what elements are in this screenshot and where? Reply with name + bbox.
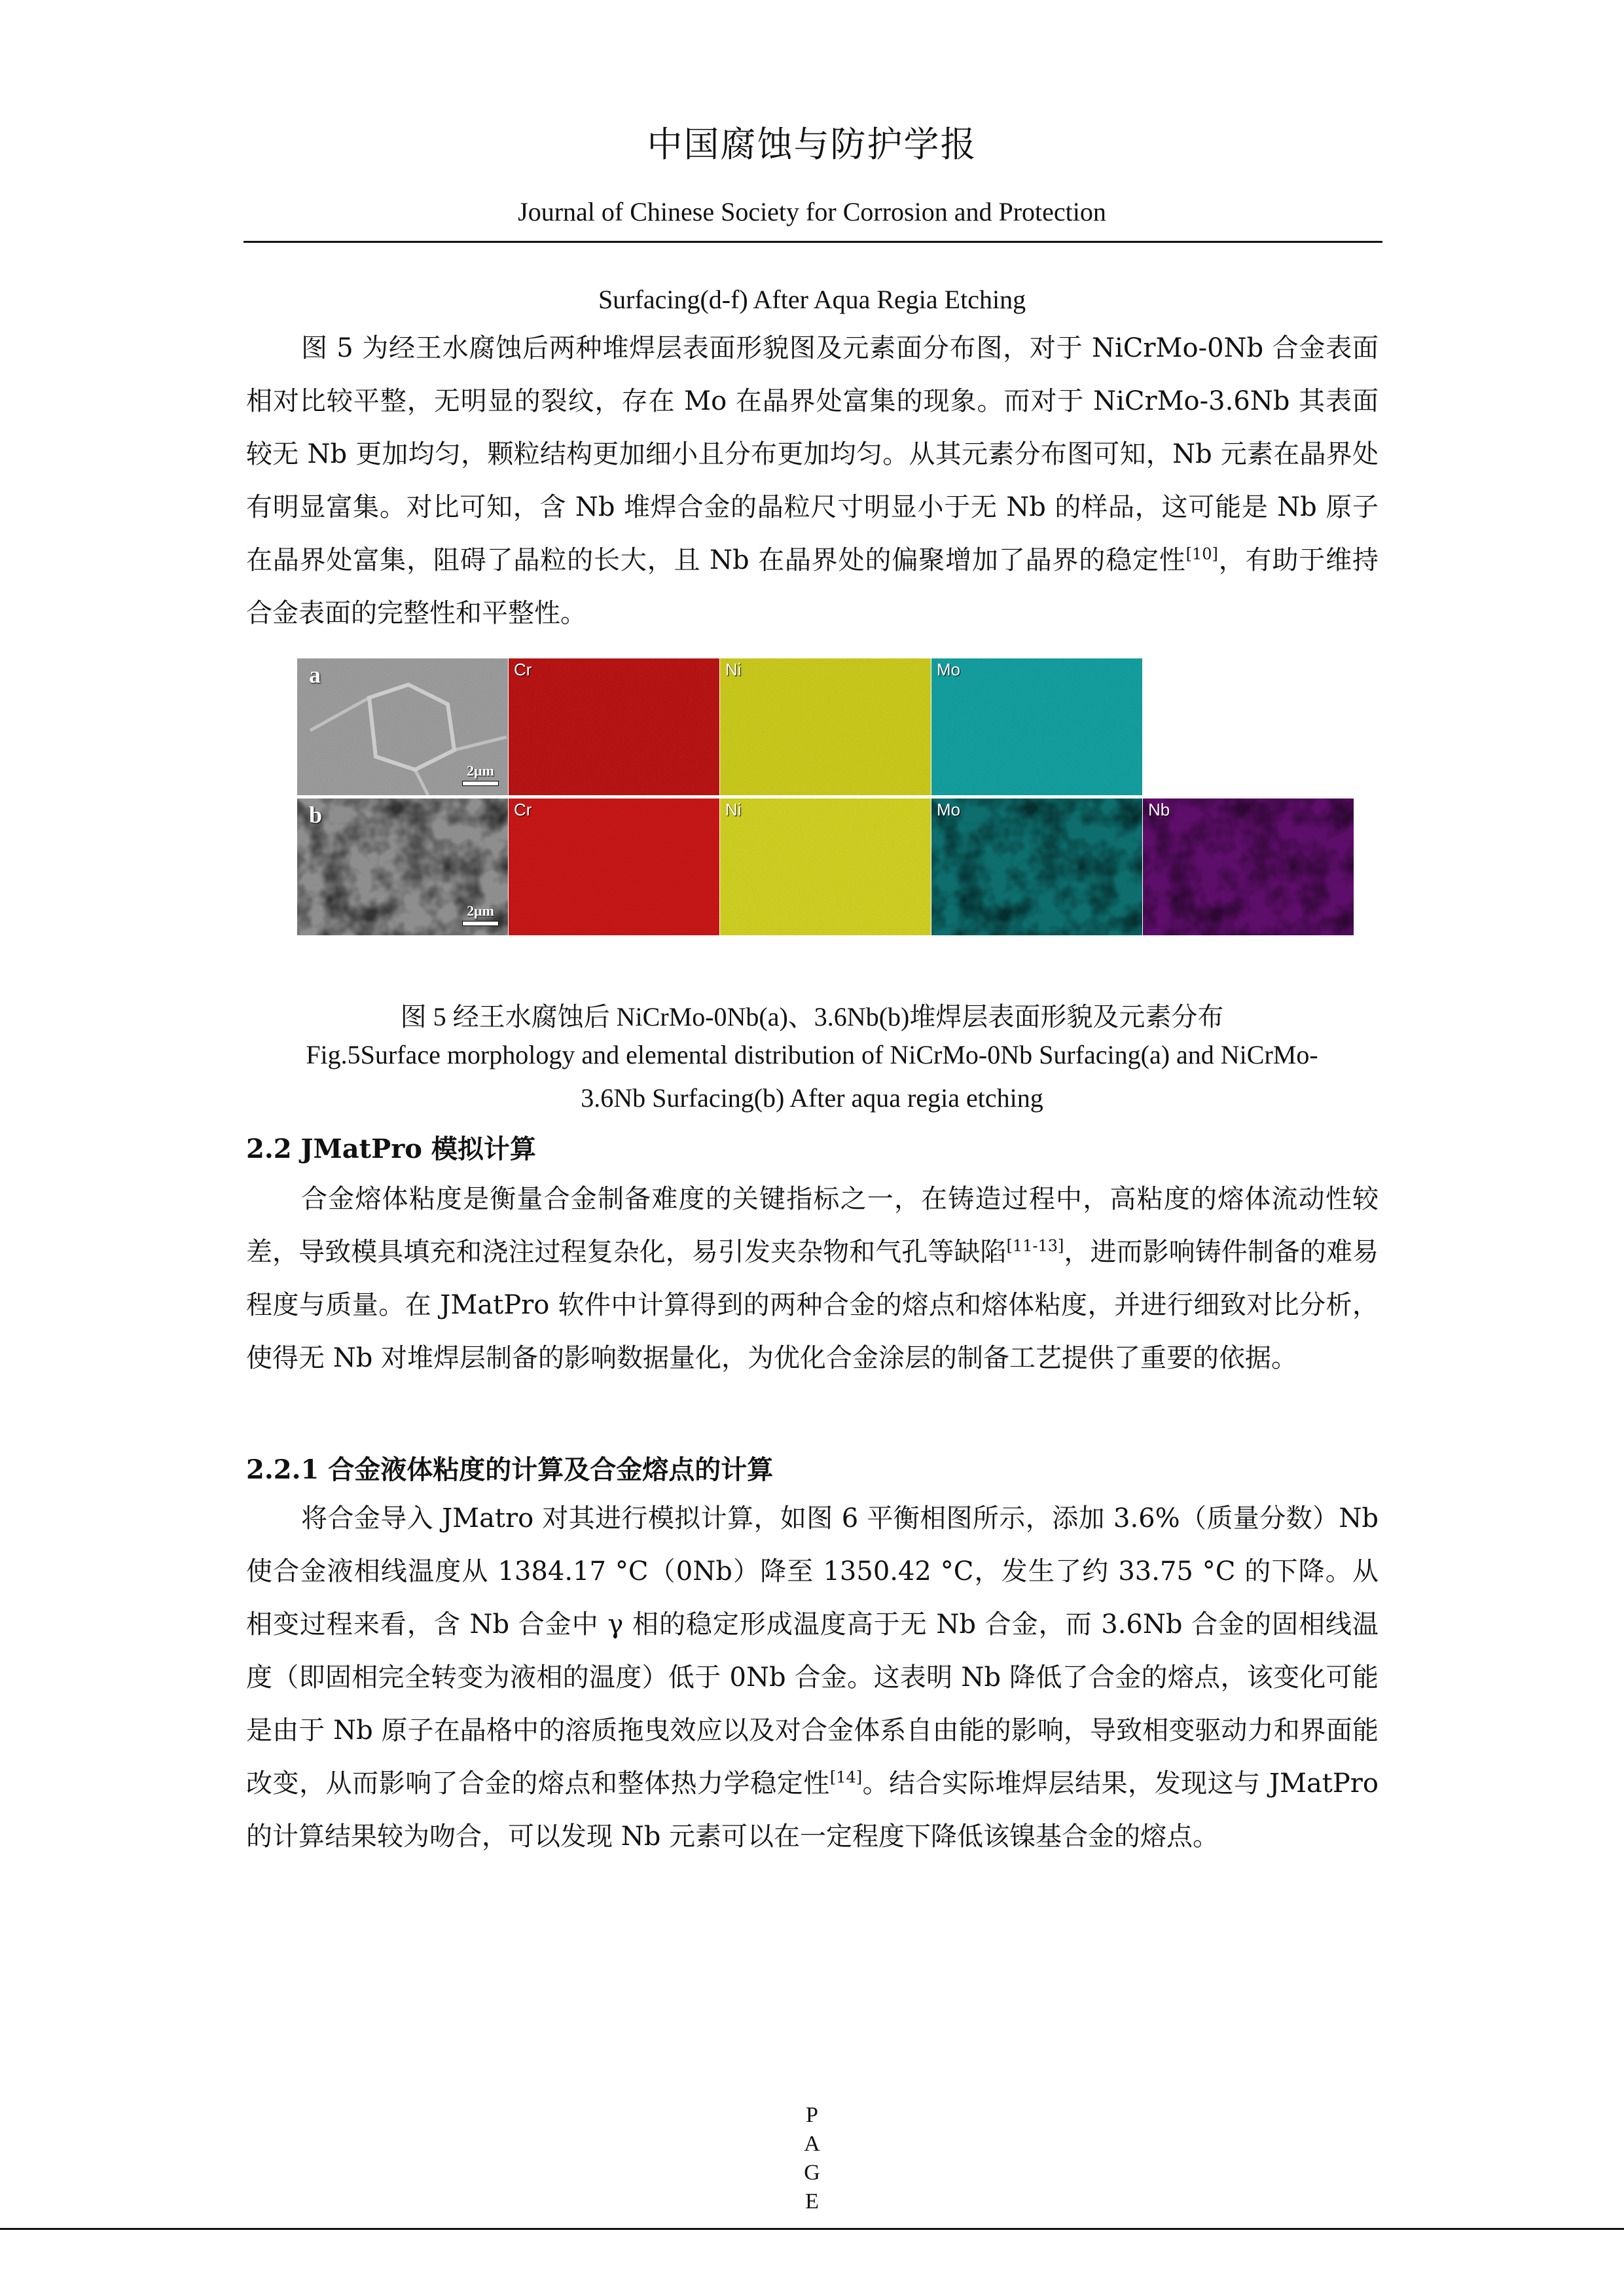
map-b-nb xyxy=(1143,798,1354,935)
map-a-cr xyxy=(509,658,719,795)
map-b-cr xyxy=(509,798,719,935)
page-letter: G xyxy=(804,2161,820,2185)
map-a-mo xyxy=(931,658,1142,795)
section-heading-2-2: 2.2 JMatPro 模拟计算 xyxy=(246,1134,536,1164)
element-label: Nb xyxy=(1148,800,1170,819)
figure5-caption-cn: 图 5 经王水腐蚀后 NiCrMo-0Nb(a)、3.6Nb(b)堆焊层表面形貌及元素分布 xyxy=(400,1002,1224,1031)
element-label: Cr xyxy=(514,800,532,819)
paragraph-text: ，有助于维持合金表面的完整性和平整性。 xyxy=(246,545,1379,628)
element-label: Cr xyxy=(514,660,532,679)
scale-label: 2μm xyxy=(467,903,494,919)
map-a-ni xyxy=(720,658,931,795)
map-b-mo xyxy=(931,798,1142,935)
footer-rule xyxy=(0,2228,1624,2230)
paragraph-melting-point xyxy=(246,1492,1379,1863)
scale-bar xyxy=(462,762,499,786)
citation[interactable]: [11-13] xyxy=(1006,1236,1064,1255)
paragraph-text: 合金熔体粘度是衡量合金制备难度的关键指标之一，在铸造过程中，高粘度的熔体流动性较差，导致模具填充和浇注过程复杂化，易引发夹杂物和气孔等缺陷 xyxy=(246,1184,1379,1267)
element-label: Ni xyxy=(725,660,742,679)
section-heading-2-2-1: 2.2.1 合金液体粘度的计算及合金熔点的计算 xyxy=(246,1454,774,1485)
panel-letter: a xyxy=(309,662,321,688)
figure-5 xyxy=(297,658,1334,944)
page-letter: E xyxy=(805,2189,819,2214)
page-letter: A xyxy=(804,2132,820,2156)
paragraph-text: 将合金导入 JMatro 对其进行模拟计算，如图 6 平衡相图所示，添加 3.6%（质量分数）Nb 使合金液相线温度从 1384.17 °C（0Nb）降至 1350.42 °C，发生了约 33.75 °C 的下降。从相变过程来看，含 Nb 合金中 γ 相的稳定形成温度高于无 Nb 合金，而 3.6Nb 合金的固相线温度（即固相完全转变为液相的温度）低于 0Nb 合金。这表明 Nb 降低了合金的熔点，该变化可能是由于 Nb 原子在晶格中的溶质拖曳效应以及对合金体系自由能的影响，导致相变驱动力和界面能改变，从而影响了合金的熔点和整体热力学稳定性 xyxy=(246,1503,1379,1799)
paragraph-text: 。结合实际堆焊层结果，发现这与 JMatPro 的计算结果较为吻合，可以发现 Nb 元素可以在一定程度下降低该镍基合金的熔点。 xyxy=(246,1768,1379,1852)
paragraph-viscosity xyxy=(246,1173,1379,1385)
paragraph-figure5-discussion xyxy=(246,322,1379,640)
journal-title-en: Journal of Chinese Society for Corrosion and Protection xyxy=(518,197,1106,226)
sem-image-b xyxy=(297,798,508,935)
sem-image-a xyxy=(297,658,508,795)
element-label: Mo xyxy=(937,800,961,819)
element-label: Ni xyxy=(725,800,742,819)
paragraph-text: 图 5 为经王水腐蚀后两种堆焊层表面形貌图及元素面分布图，对于 NiCrMo-0Nb 合金表面相对比较平整，无明显的裂纹，存在 Mo 在晶界处富集的现象。而对于 NiCrMo-3.6Nb 其表面较无 Nb 更加均匀，颗粒结构更加细小且分布更加均匀。从其元素分布图可知，Nb 元素在晶界处有明显富集。对比可知，含 Nb 堆焊合金的晶粒尺寸明显小于无 Nb 的样品，这可能是 Nb 原子在晶界处富集，阻碍了晶粒的长大，且 Nb 在晶界处的偏聚增加了晶界的稳定性 xyxy=(246,333,1379,575)
figure5-caption-en-line1: Fig.5Surface morphology and elemental distribution of NiCrMo-0Nb Surfacing(a) and NiCrMo- xyxy=(306,1040,1318,1069)
citation[interactable]: [14] xyxy=(829,1768,863,1787)
journal-title-cn: 中国腐蚀与防护学报 xyxy=(647,124,977,165)
map-b-ni xyxy=(720,798,931,935)
panel-letter: b xyxy=(309,802,323,828)
figure5-caption-en-line2: 3.6Nb Surfacing(b) After aqua regia etching xyxy=(581,1083,1043,1113)
header-rule xyxy=(244,241,1382,243)
element-label: Mo xyxy=(937,660,961,679)
page-footer-label xyxy=(0,2101,1624,2216)
paragraph-text: ，进而影响铸件制备的难易程度与质量。在 JMatPro 软件中计算得到的两种合金的熔点和熔体粘度，并进行细致对比分析，使得无 Nb 对堆焊层制备的影响数据量化，为优化合金涂层的制备工艺提供了重要的依据。 xyxy=(246,1237,1379,1373)
citation[interactable]: [10] xyxy=(1185,545,1218,564)
page-letter: P xyxy=(806,2103,818,2127)
carryover-caption: Surfacing(d-f) After Aqua Regia Etching xyxy=(598,285,1026,314)
scale-bar xyxy=(462,903,499,926)
scale-label: 2μm xyxy=(467,762,494,779)
